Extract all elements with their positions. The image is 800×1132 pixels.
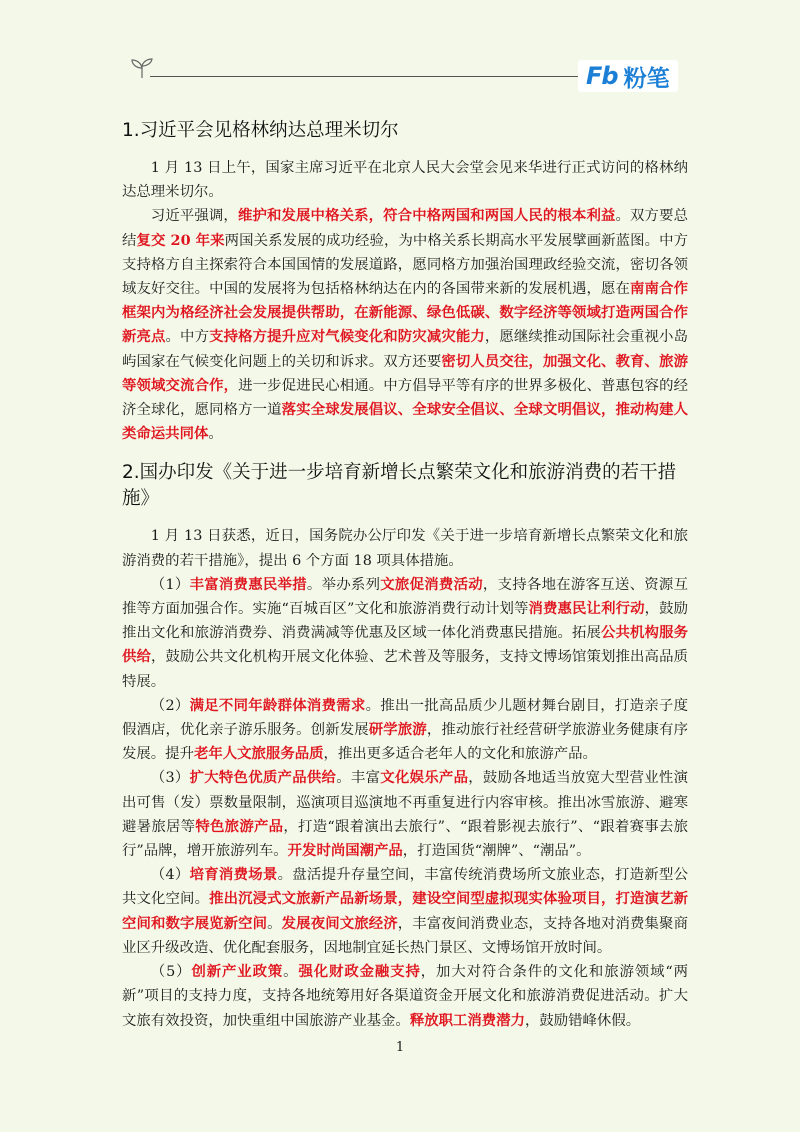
highlighted-text: 维护和发展中格关系，符合中格两国和两国人民的根本利益 <box>237 207 616 225</box>
text-run: 进一步促进民心相通。中方倡导平等有序的世界多极化、普惠包容的经济全球化，愿同格方一道 <box>122 377 688 419</box>
highlighted-text: 文化娱乐产品 <box>380 769 469 787</box>
highlighted-text: 公共机构服务供给 <box>122 624 688 666</box>
highlighted-text: 落实全球发展倡议、全球安全倡议、全球文明倡议，推动构建人类命运共同体 <box>122 401 688 443</box>
highlighted-text: 老年人文旅服务品质 <box>193 745 324 763</box>
text-run: ，打造“跟着演出去旅行”、“跟着影视去旅行”、“跟着赛事去旅行”品牌，增开旅游列车。 <box>122 818 688 860</box>
text-run: 。双方要总结 <box>122 208 688 249</box>
paragraph <box>122 204 688 446</box>
highlighted-text: 密切人员交往，加强文化、教育、旅游等领域交流合作， <box>122 352 688 394</box>
section-title: 1.习近平会见格林纳达总理米切尔 <box>122 120 399 141</box>
highlighted-text: 消费惠民让利行动 <box>528 600 645 618</box>
highlighted-text: 释放职工消费潜力 <box>409 1011 525 1029</box>
text-run: 。 <box>208 426 223 443</box>
text-run: （3） <box>150 770 190 787</box>
paragraph <box>122 863 688 960</box>
highlighted-text: 培育消费场景 <box>189 866 278 884</box>
page-header <box>0 0 800 100</box>
text-run: ，鼓励公共文化机构开展文化体验、艺术普及等服务，支持文博场馆策划推出高品质特展。 <box>122 649 688 690</box>
highlighted-text: 开发时尚国潮产品 <box>287 842 403 860</box>
text-run: ，丰富夜间消费业态，支持各地对消费集聚商业区升级改造、优化配套服务，因地制宜延长热门景区、文博场馆开放时间。 <box>122 915 688 956</box>
text-run: ，加大对符合条件的文化和旅游领域“两新”项目的支持力度，支持各地统筹用好各渠道资金开展文化和旅游消费促进活动。扩大文旅有效投资，加快重组中国旅游产业基金。 <box>122 964 688 1029</box>
text-run: ，打造国货“潮牌”、“潮品”。 <box>402 843 591 860</box>
highlighted-text: 推出沉浸式文旅新产品新场景，建设空间型虚拟现实体验项目，打造演艺新空间和数字展览新空间 <box>122 890 688 932</box>
highlighted-text: 强化财政金融支持 <box>298 963 421 981</box>
text-run: 1 月 13 日获悉，近日，国务院办公厅印发《关于进一步培育新增长点繁荣文化和旅游消费的若干措施》，提出 6 个方面 18 项具体措施。 <box>122 528 688 569</box>
highlighted-text: 南南合作框架内为格经济社会发展提供帮助，在新能源、绿色低碳、数字经济等领域打造两国合作新亮点 <box>122 280 688 346</box>
text-run: 。举办系列 <box>306 576 381 593</box>
document-body <box>122 118 688 1033</box>
brand-mark: Fb <box>586 62 618 90</box>
highlighted-text: 文旅促消费活动 <box>380 575 483 593</box>
text-run: 。 <box>283 964 299 981</box>
highlighted-text: 创新产业政策 <box>191 963 284 981</box>
text-run: （4） <box>150 867 190 884</box>
text-run: ，支持各地在游客互送、资源互推等方面加强合作。实施“百城百区”文化和旅游消费行动计划等 <box>122 576 688 618</box>
text-run: 。推出一批高品质少儿题材舞台剧目，打造亲子度假酒店，优化亲子游乐服务。创新发展 <box>122 697 688 739</box>
paragraph <box>122 960 688 1033</box>
text-run: 两国关系发展的成功经验，为中格关系长期高水平发展擘画新蓝图。中方支持格方自主探索符合本国国情的发展道路，愿同格方加强治国理政经验交流，密切各领域友好交往。中国的发展将为包括格林纳达在内的各国带来新的发展机遇，愿在 <box>122 232 688 298</box>
highlighted-text: 特色旅游产品 <box>195 817 284 835</box>
highlighted-text: 发展夜间文旅经济 <box>281 914 398 932</box>
paragraph <box>122 573 688 694</box>
section-title: 2.国办印发《关于进一步培育新增长点繁荣文化和旅游消费的若干措施》 <box>122 462 677 510</box>
highlighted-text: 复交 20 年来 <box>136 231 225 249</box>
highlighted-text: 支持格方提升应对气候变化和防灾减灾能力 <box>209 328 485 346</box>
page-number: 1 <box>395 1040 405 1055</box>
text-run: 习近平强调， <box>150 208 238 225</box>
highlighted-text: 丰富消费惠民举措 <box>189 575 307 593</box>
text-run: （5） <box>150 964 192 981</box>
text-run: ，鼓励各地适当放宽大型营业性演出可售（发）票数量限制，巡演项目巡演地不再重复进行内容审核。推出冰雪旅游、避寒避暑旅居等 <box>122 770 688 835</box>
highlighted-text: 研学旅游 <box>368 721 427 739</box>
highlighted-text: 满足不同年龄群体消费需求 <box>189 696 366 714</box>
text-run: 。中方 <box>165 329 210 346</box>
text-run: （2） <box>150 697 190 714</box>
paragraph <box>122 694 688 767</box>
paragraph <box>122 766 688 863</box>
text-run: （1） <box>150 576 190 593</box>
text-run: 。盘活提升存量空间，丰富传统消费场所文旅业态，打造新型公共文化空间。 <box>122 867 688 908</box>
paragraph <box>122 524 688 572</box>
highlighted-text: 扩大特色优质产品供给 <box>189 769 337 787</box>
text-run: ，鼓励错峰休假。 <box>524 1012 641 1029</box>
brand-name: 粉笔 <box>623 65 670 92</box>
text-run: ，鼓励推出文化和旅游消费券、消费满减等优惠及区域一体化消费惠民措施。拓展 <box>122 601 688 642</box>
text-run: ，推出更多适合老年人的文化和旅游产品。 <box>323 746 597 763</box>
text-run: 。 <box>267 915 282 932</box>
brand-logo <box>578 60 678 92</box>
text-run: ，推动旅行社经营研学旅游业务健康有序发展。提升 <box>122 722 688 763</box>
text-run: ，愿继续推动国际社会重视小岛屿国家在气候变化问题上的关切和诉求。双方还要 <box>122 329 688 370</box>
header-divider <box>150 76 580 77</box>
text-run: 1 月 13 日上午，国家主席习近平在北京人民大会堂会见来华进行正式访问的格林纳达总理米切尔。 <box>122 160 688 201</box>
paragraph <box>122 156 688 204</box>
text-run: 。丰富 <box>336 770 381 787</box>
